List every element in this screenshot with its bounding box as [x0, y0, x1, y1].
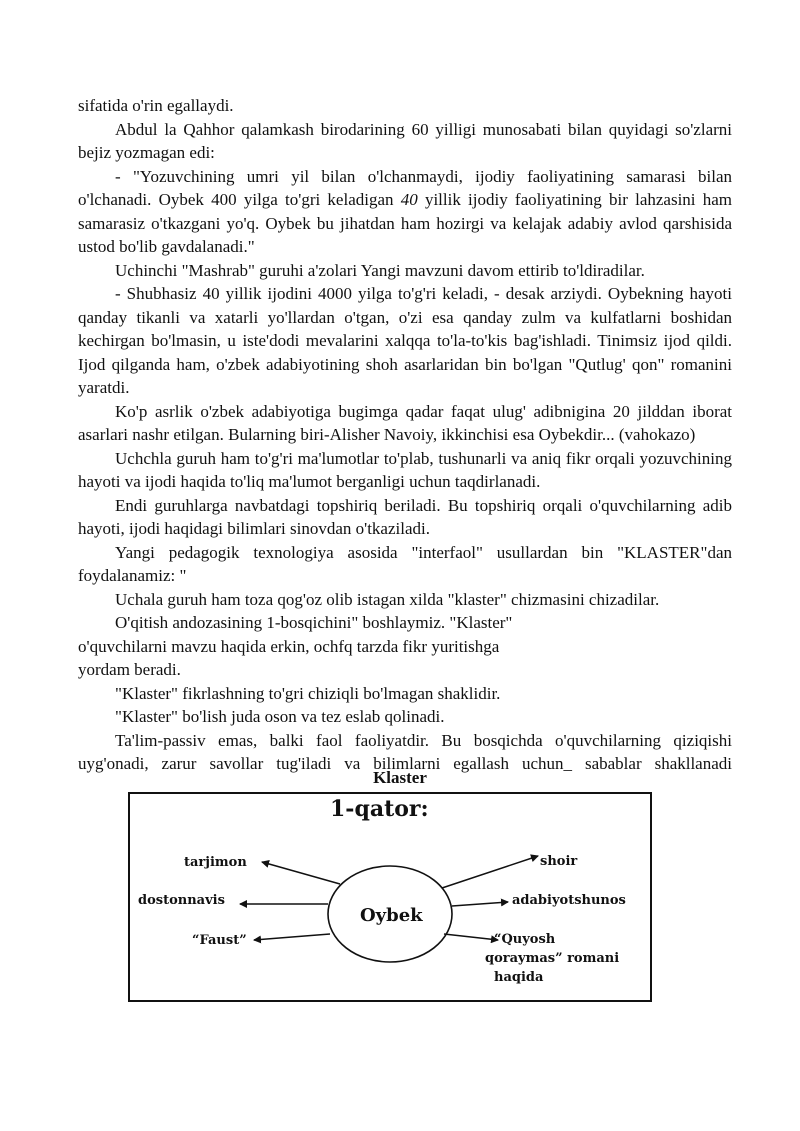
- paragraph-text: - "Yozuvchining umri yil bilan o'lchanmaydi, ijodiy faoliyatining samarasi bilan o'lchanadi. Oybek 400 yilga to'gri keladigan: [78, 166, 732, 209]
- paragraph: Uchinchi "Mashrab" guruhi a'zolari Yangi mavzuni davom ettirib to'ldiradilar.: [115, 260, 645, 280]
- paragraph: Uchala guruh ham toza qog'oz olib istagan xilda "klaster" chizmasini chizadilar.: [115, 589, 660, 609]
- node-label: shoir: [540, 854, 578, 869]
- paragraph: yordam beradi.: [78, 660, 181, 679]
- arrow-tarjimon: [262, 862, 340, 884]
- node-label: dostonnavis: [138, 893, 225, 908]
- paragraph: o'quvchilarni mavzu haqida erkin, ochfq tarzda fikr yuritishga: [78, 636, 500, 656]
- paragraph: "Klaster" fikrlashning to'gri chiziqli bo'lmagan shaklidir.: [115, 683, 501, 703]
- diagram-heading: 1-qator:: [330, 796, 429, 822]
- paragraph: "Klaster" bo'lish juda oson va tez eslab qolinadi.: [115, 707, 445, 726]
- paragraph: Yangi pedagogik texnologiya asosida "interfaol" usullardan bin "KLASTER"dan foydalanamiz: ": [78, 542, 732, 585]
- arrow-quyosh: [444, 934, 498, 940]
- paragraph: [78, 165, 732, 259]
- node-label: adabiyotshunos: [512, 893, 626, 908]
- arrow-shoir: [442, 856, 538, 888]
- node-label: haqida: [494, 970, 544, 985]
- node-label: tarjimon: [184, 855, 247, 870]
- paragraph: sifatida o'rin egallaydi.: [78, 96, 234, 115]
- figure-title: Klaster: [373, 768, 427, 787]
- paragraph: - Shubhasiz 40 yillik ijodini 4000 yilga to'g'ri keladi, - desak arziydi. Oybekning hayoti qanday tikanli va xatarli yo'llardan o'tgan, o'zi esa qanday zulm va kulfatlarni boshidan kechirgan bo'lmasin, u iste'dodi mevalarini xalqqa to'la-to'kis bag'ishladi. Tinimsiz ijod qildi. Ijod qilganda ham, o'zbek adabiyotining shoh asarlaridan bin bo'lgan "Qutlug' qon" romanini yaratdi.: [78, 284, 732, 397]
- klaster-diagram: [128, 792, 652, 1002]
- node-label: qoraymas” romani: [485, 951, 620, 966]
- paragraph: Uchchla guruh ham to'g'ri ma'lumotlar to'plab, tushunarli va aniq fikr orqali yozuvchining hayoti va ijodi haqida to'liq ma'lumot berganligi uchun taqdirlanadi.: [78, 448, 732, 491]
- arrow-adabiyotshunos: [452, 902, 508, 906]
- paragraph: Ko'p asrlik o'zbek adabiyotiga bugimga qadar faqat ulug' adibnigina 20 jilddan iborat asarlari nashr etilgan. Bularning biri-Alisher Navoiy, ikkinchisi esa Oybekdir... (vahokazo): [78, 401, 732, 444]
- body-text: [78, 94, 732, 776]
- italic-number: 40: [400, 190, 418, 209]
- paragraph: Abdul la Qahhor qalamkash birodarining 60 yilligi munosabati bilan quyidagi so'zlarni bejiz yozmagan edi:: [78, 119, 732, 162]
- node-label: “Quyosh: [494, 932, 556, 947]
- node-label: “Faust”: [192, 933, 247, 948]
- arrow-faust: [254, 934, 330, 940]
- paragraph-text: yillik ijodiy faoliyatining bir lahzasini ham samarasiz o'tkazgani yo'q. Oybek bu jihatdan ham hozirgi va kelajak adabiy avlod qarshisida ustod bo'lib gavdalanadi.": [78, 190, 732, 256]
- paragraph: Endi guruhlarga navbatdagi topshiriq beriladi. Bu topshiriq orqali o'quvchilarning adib hayoti, ijodi haqidagi bilimlari sinovdan o'tkaziladi.: [78, 495, 732, 538]
- center-node-label: Oybek: [360, 905, 423, 926]
- paragraph: O'qitish andozasining 1-bosqichini" boshlaymiz. "Klaster": [115, 613, 513, 632]
- paragraph: Ta'lim-passiv emas, balki faol faoliyatdir. Bu bosqichda o'quvchilarning qiziqishi uyg'onadi, zarur savollar tug'iladi va bilimlarni egallash uchun_ sabablar shakllanadi: [78, 730, 732, 773]
